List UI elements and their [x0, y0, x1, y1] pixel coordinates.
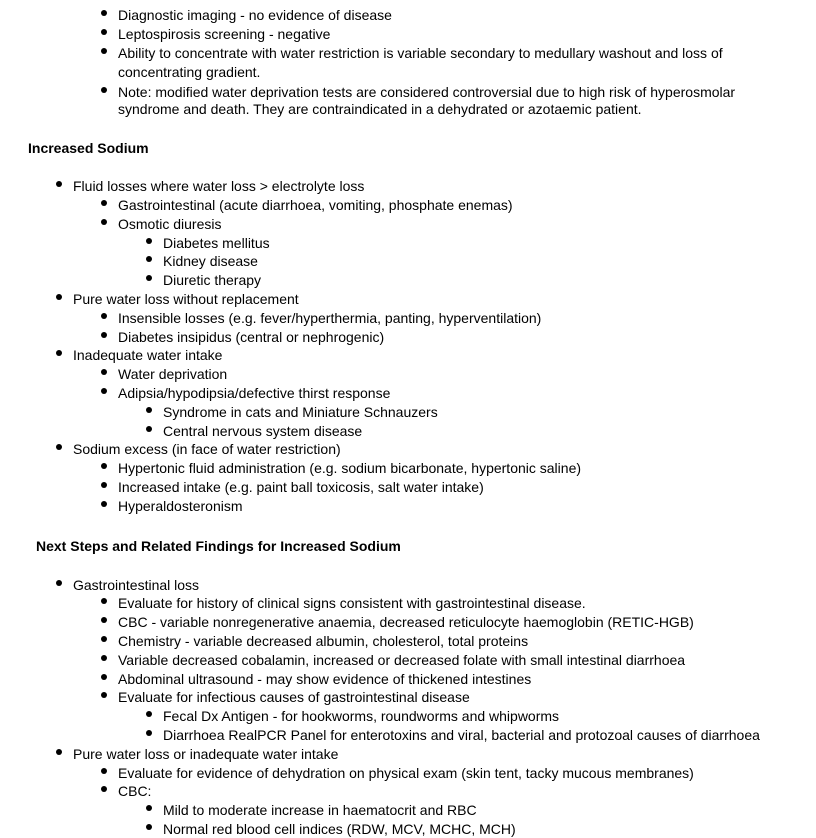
section-heading-increased-sodium: Increased Sodium [28, 140, 149, 156]
bullet-icon [101, 313, 107, 319]
list-item: CBC: [118, 783, 152, 799]
list-item: Insensible losses (e.g. fever/hyperthermia, panting, hyperventilation) [118, 310, 542, 326]
list-item: Fluid losses where water loss > electrolyte loss [73, 178, 365, 194]
bullet-icon [101, 10, 107, 16]
list-item: Gastrointestinal loss [73, 577, 200, 593]
list-item: Diabetes insipidus (central or nephrogenic) [118, 329, 385, 345]
list-item: Normal red blood cell indices (RDW, MCV, MCHC, MCH) [163, 821, 516, 837]
list-item: Diabetes mellitus [163, 235, 270, 251]
bullet-icon [56, 580, 62, 586]
bullet-icon [101, 369, 107, 375]
bullet-icon [56, 444, 62, 450]
bullet-icon [56, 350, 62, 356]
list-item: Hypertonic fluid administration (e.g. sodium bicarbonate, hypertonic saline) [118, 460, 582, 476]
list-item: Note: modified water deprivation tests are considered controversial due to high risk of hyperosmolar [118, 84, 736, 100]
list-item: Evaluate for infectious causes of gastrointestinal disease [118, 689, 470, 705]
list-item: Sodium excess (in face of water restriction) [73, 441, 341, 457]
list-item: Pure water loss or inadequate water intake [73, 746, 339, 762]
list-item: Diagnostic imaging - no evidence of disease [118, 7, 392, 23]
list-item: Leptospirosis screening - negative [118, 26, 331, 42]
list-item: CBC - variable nonregenerative anaemia, decreased reticulocyte haemoglobin (RETIC-HGB) [118, 614, 694, 630]
bullet-icon [101, 617, 107, 623]
list-item: Inadequate water intake [73, 347, 223, 363]
bullet-icon [101, 48, 107, 54]
list-item-continuation: syndrome and death. They are contraindicated in a dehydrated or azotaemic patient. [118, 101, 642, 117]
bullet-icon [146, 824, 152, 830]
bullet-icon [101, 200, 107, 206]
list-item: Diarrhoea RealPCR Panel for enterotoxins and viral, bacterial and protozoal causes of diarrhoea [163, 727, 760, 743]
bullet-icon [146, 805, 152, 811]
bullet-icon [146, 407, 152, 413]
bullet-icon [101, 388, 107, 394]
list-item: Variable decreased cobalamin, increased or decreased folate with small intestinal diarrhoea [118, 652, 686, 668]
bullet-icon [56, 181, 62, 187]
bullet-icon [101, 501, 107, 507]
list-item: Evaluate for evidence of dehydration on physical exam (skin tent, tacky mucous membranes) [118, 765, 694, 781]
list-item-continuation: concentrating gradient. [118, 64, 261, 80]
list-item: Syndrome in cats and Miniature Schnauzers [163, 404, 438, 420]
bullet-icon [101, 692, 107, 698]
bullet-icon [146, 275, 152, 281]
bullet-icon [101, 786, 107, 792]
bullet-icon [101, 463, 107, 469]
bullet-icon [146, 426, 152, 432]
bullet-icon [146, 711, 152, 717]
list-item: Hyperaldosteronism [118, 498, 243, 514]
bullet-icon [56, 749, 62, 755]
bullet-icon [101, 598, 107, 604]
bullet-icon [101, 674, 107, 680]
bullet-icon [101, 636, 107, 642]
list-item: Chemistry - variable decreased albumin, cholesterol, total proteins [118, 633, 529, 649]
list-item: Fecal Dx Antigen - for hookworms, roundworms and whipworms [163, 708, 560, 724]
list-item: Water deprivation [118, 366, 228, 382]
bullet-icon [146, 730, 152, 736]
list-item: Increased intake (e.g. paint ball toxicosis, salt water intake) [118, 479, 484, 495]
bullet-icon [101, 87, 107, 93]
list-item: Kidney disease [163, 253, 258, 269]
list-item: Central nervous system disease [163, 423, 363, 439]
list-item: Gastrointestinal (acute diarrhoea, vomiting, phosphate enemas) [118, 197, 513, 213]
bullet-icon [101, 219, 107, 225]
bullet-icon [101, 768, 107, 774]
list-item: Mild to moderate increase in haematocrit and RBC [163, 802, 477, 818]
list-item: Adipsia/hypodipsia/defective thirst response [118, 385, 391, 401]
list-item: Osmotic diuresis [118, 216, 222, 232]
bullet-icon [146, 238, 152, 244]
list-item: Abdominal ultrasound - may show evidence of thickened intestines [118, 671, 532, 687]
list-item: Ability to concentrate with water restriction is variable secondary to medullary washout and loss of [118, 45, 723, 61]
bullet-icon [101, 332, 107, 338]
section-heading-next-steps: Next Steps and Related Findings for Increased Sodium [36, 538, 401, 554]
list-item: Pure water loss without replacement [73, 291, 299, 307]
bullet-icon [101, 655, 107, 661]
list-item: Evaluate for history of clinical signs consistent with gastrointestinal disease. [118, 595, 586, 611]
bullet-icon [56, 294, 62, 300]
bullet-icon [146, 256, 152, 262]
bullet-icon [101, 29, 107, 35]
list-item: Diuretic therapy [163, 272, 262, 288]
bullet-icon [101, 482, 107, 488]
